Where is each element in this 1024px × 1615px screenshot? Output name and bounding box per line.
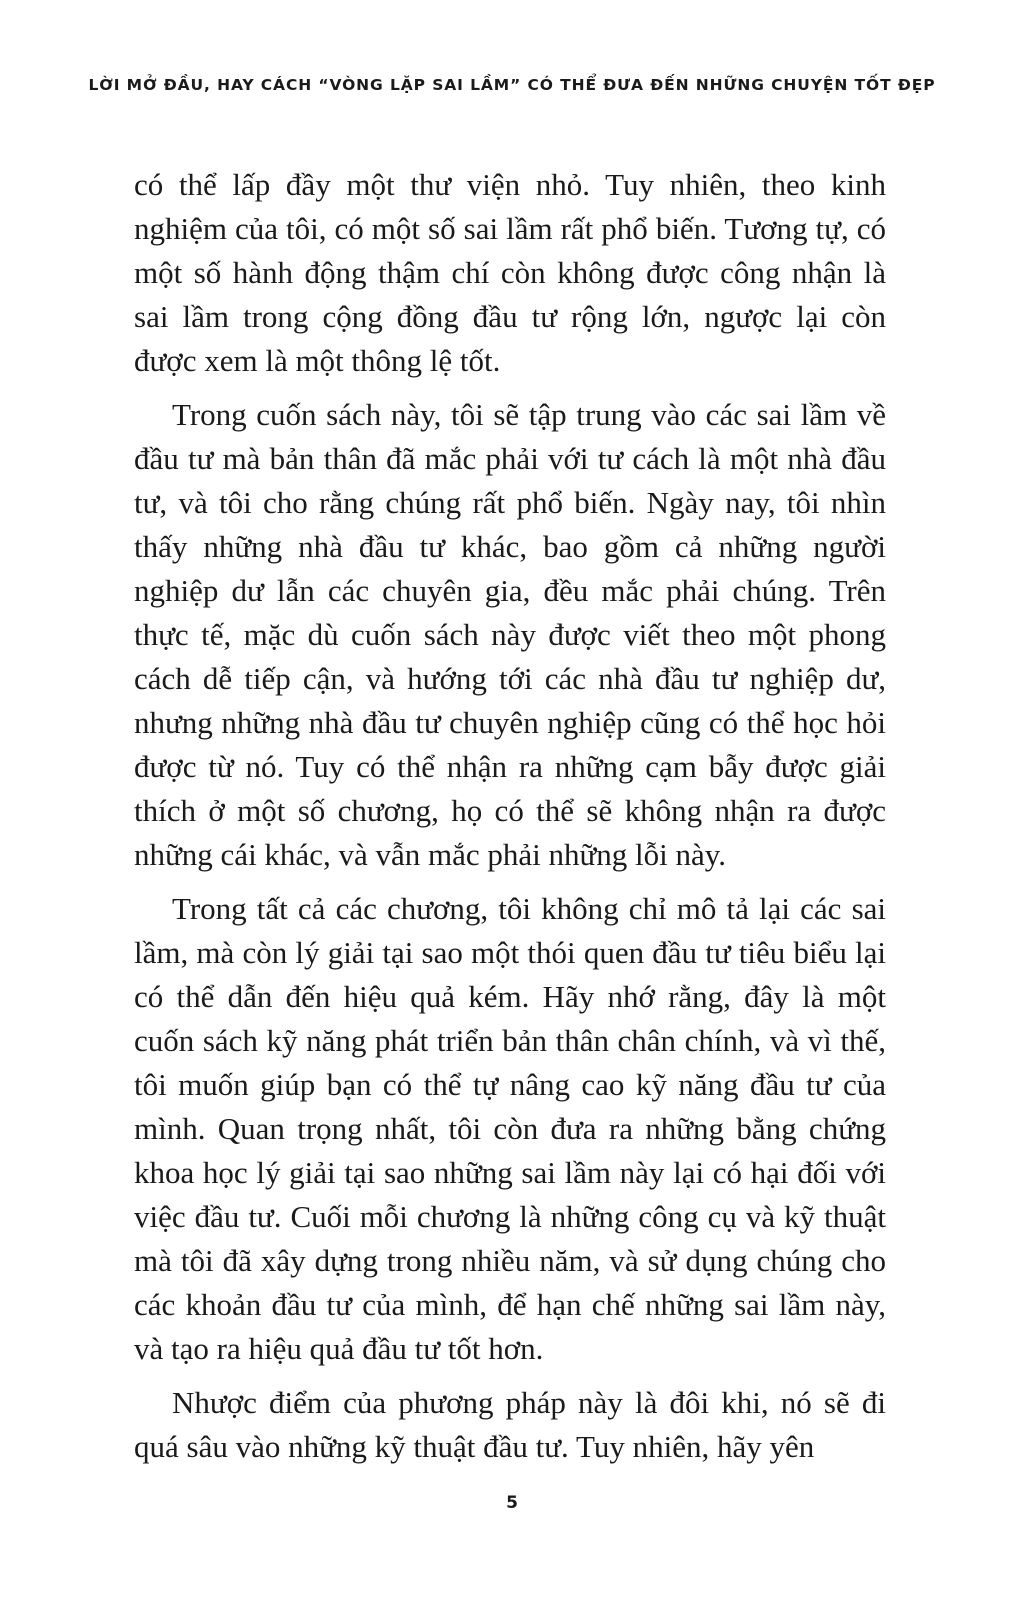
paragraph-4: Nhược điểm của phương pháp này là đôi khi, nó sẽ đi quá sâu vào những kỹ thuật đầu tư. Tuy nhiên, hãy yên	[134, 1385, 886, 1464]
paragraph-1: có thể lấp đầy một thư viện nhỏ. Tuy nhiên, theo kinh nghiệm của tôi, có một số sai lầm rất phổ biến. Tương tự, có một số hành động thậm chí còn không được công nhận là sai lầm trong cộng đồng đầu tư rộng lớn, ngược lại còn được xem là một thông lệ tốt.	[134, 167, 886, 378]
paragraph-3: Trong tất cả các chương, tôi không chỉ mô tả lại các sai lầm, mà còn lý giải tại sao một thói quen đầu tư tiêu biểu lại có thể dẫn đến hiệu quả kém. Hãy nhớ rằng, đây là một cuốn sách kỹ năng phát triển bản thân chân chính, và vì thế, tôi muốn giúp bạn có thể tự nâng cao kỹ năng đầu tư của mình. Quan trọng nhất, tôi còn đưa ra những bằng chứng khoa học lý giải tại sao những sai lầm này lại có hại đối với việc đầu tư. Cuối mỗi chương là những công cụ và kỹ thuật mà tôi đã xây dựng trong nhiều năm, và sử dụng chúng cho các khoản đầu tư của mình, để hạn chế những sai lầm này, và tạo ra hiệu quả đầu tư tốt hơn.	[134, 891, 886, 1366]
page-number: 5	[506, 1493, 518, 1513]
running-head: LỜI MỞ ĐẦU, HAY CÁCH “VÒNG LẶP SAI LẦM” CÓ THỂ ĐƯA ĐẾN NHỮNG CHUYỆN TỐT ĐẸP	[88, 76, 936, 94]
body-text	[134, 163, 886, 1479]
paragraph-2: Trong cuốn sách này, tôi sẽ tập trung vào các sai lầm về đầu tư mà bản thân đã mắc phải với tư cách là một nhà đầu tư, và tôi cho rằng chúng rất phổ biến. Ngày nay, tôi nhìn thấy những nhà đầu tư khác, bao gồm cả những người nghiệp dư lẫn các chuyên gia, đều mắc phải chúng. Trên thực tế, mặc dù cuốn sách này được viết theo một phong cách dễ tiếp cận, và hướng tới các nhà đầu tư nghiệp dư, nhưng những nhà đầu tư chuyên nghiệp cũng có thể học hỏi được từ nó. Tuy có thể nhận ra những cạm bẫy được giải thích ở một số chương, họ có thể sẽ không nhận ra được những cái khác, và vẫn mắc phải những lỗi này.	[134, 397, 886, 872]
